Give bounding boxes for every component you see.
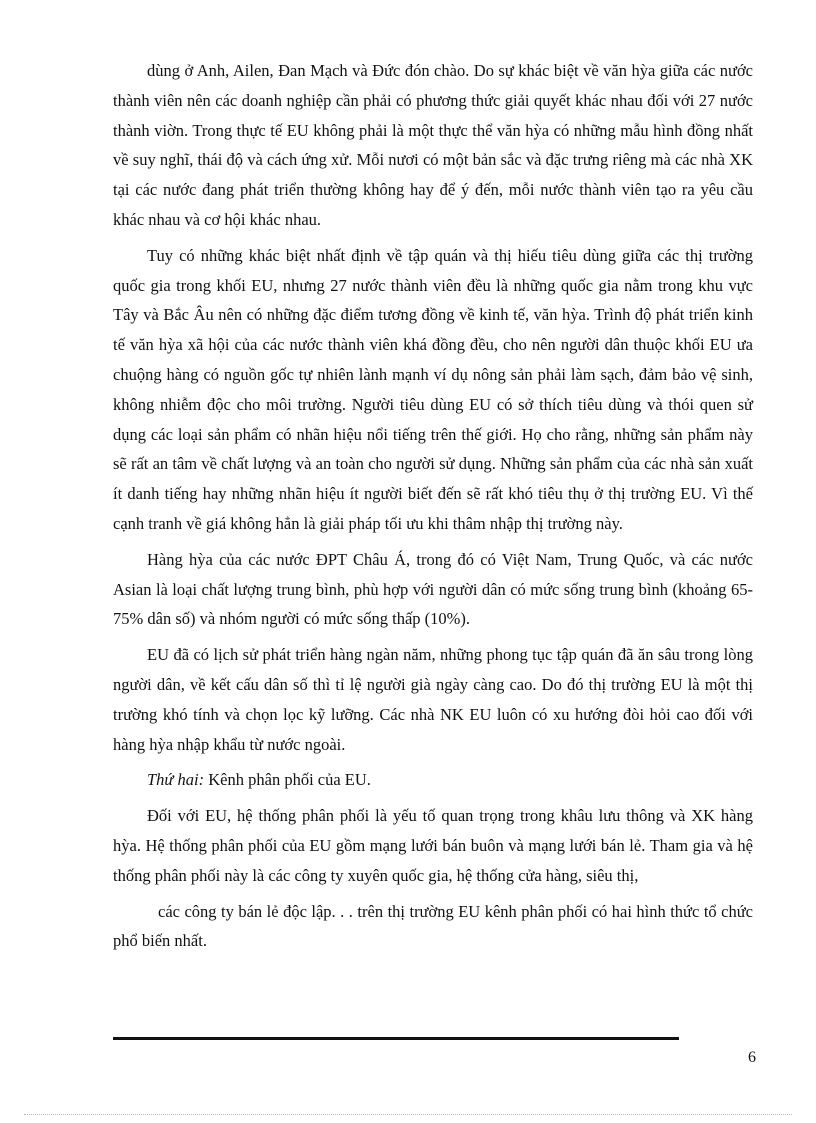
footer-rule (113, 1037, 679, 1040)
paragraph: dùng ở Anh, Ailen, Đan Mạch và Đức đón chào. Do sự khác biệt về văn hỳa giữa các nước thành viên nên các doanh nghiệp cần phải có phương thức giải quyết khác nhau đối với 27 nước thành viờn. Trong thực tế EU không phải là một thực thể văn hỳa có những mẫu hình đồng nhất về suy nghĩ, thái độ và cách ứng xử. Mỗi nươi có một bản sắc và đặc trưng riêng mà các nhà XK tại các nước đang phát triển thường không hay để ý đến, mỗi nước thành viên tạo ra yêu cầu khác nhau và cơ hội khác nhau. (113, 61, 753, 229)
paragraph: Đối với EU, hệ thống phân phối là yếu tố quan trọng trong khâu lưu thông và XK hàng hỳa. Hệ thống phân phối của EU gồm mạng lưới bán buôn và mạng lưới bán lẻ. Tham gia và hệ thống phân phối này là các công ty xuyên quốc gia, hệ thống cửa hàng, siêu thị, (113, 806, 753, 885)
section-heading (113, 765, 753, 795)
page-number: 6 (748, 1049, 756, 1066)
paragraph: EU đã có lịch sử phát triển hàng ngàn năm, những phong tục tập quán đã ăn sâu trong lòng người dân, về kết cấu dân số thì tỉ lệ người già ngày càng cao. Do đó thị trường EU là một thị trường khó tính và chọn lọc kỹ lưỡng. Các nhà NK EU luôn có xu hướng đòi hỏi cao đối với hàng hỳa nhập khẩu từ nước ngoài. (113, 645, 753, 754)
page-break-line (24, 1114, 792, 1115)
paragraph: Hàng hỳa của các nước ĐPT Châu Á, trong đó có Việt Nam, Trung Quốc, và các nước Asian là loại chất lượng trung bình, phù hợp với người dân có mức sống trung bình (khoảng 65-75% dân số) và nhóm người có mức sống thấp (10%). (113, 549, 753, 629)
paragraph: Tuy có những khác biệt nhất định về tập quán và thị hiếu tiêu dùng giữa các thị trường quốc gia trong khối EU, nhưng 27 nước thành viên đều là những quốc gia nằm trong khu vực Tây và Bắc Âu nên có những đặc điểm tương đồng về kinh tế, văn hỳa. Trình độ phát triển kinh tế văn hỳa xã hội của các nước thành viên khá đồng đều, cho nên người dân thuộc khối EU ưa chuộng hàng có nguồn gốc tự nhiên lành mạnh ví dụ nông sản phải làm sạch, đảm bảo vệ sinh, không nhiễm độc cho môi trường. Người tiêu dùng EU có sở thích tiêu dùng và thói quen sử dụng các loại sản phẩm có nhãn hiệu nổi tiếng trên thế giới. Họ cho rằng, những sản phẩm này sẽ rất an tâm về chất lượng và an toàn cho người sử dụng. Những sản phẩm của các nhà sản xuất ít danh tiếng hay những nhãn hiệu ít người biết đến sẽ rất khó tiêu thụ ở thị trường EU. Vì thế cạnh tranh về giá không hẳn là giải pháp tối ưu khi thâm nhập thị trường này. (113, 245, 753, 533)
heading-label: Thứ hai: (147, 770, 205, 790)
paragraph: các công ty bán lẻ độc lập. . . trên thị trường EU kênh phân phối có hai hình thức tổ chức phổ biến nhất. (113, 901, 753, 951)
body-text (113, 56, 753, 962)
heading-text: Kênh phân phối của EU. (204, 770, 371, 790)
